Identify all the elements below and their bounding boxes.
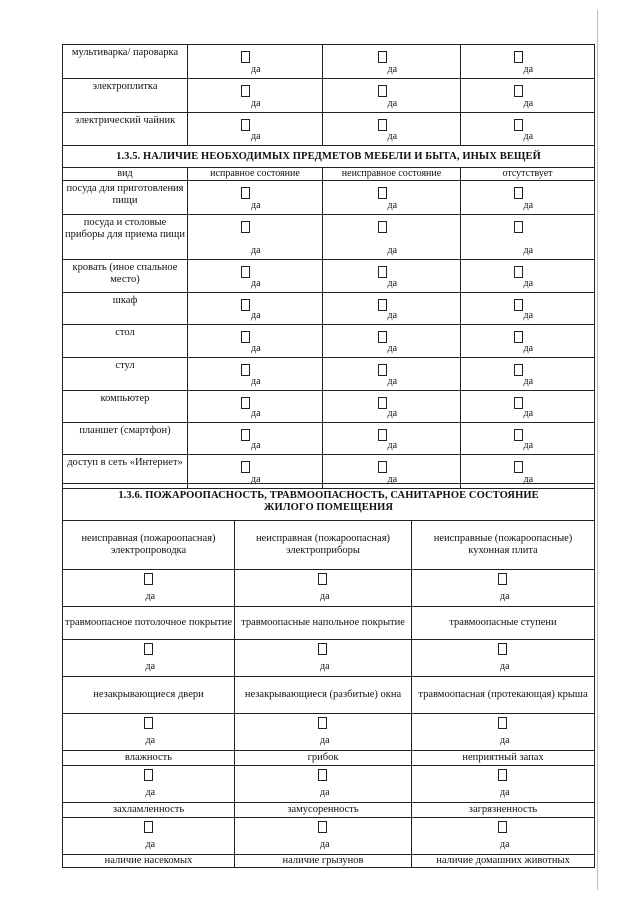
- checkbox[interactable]: [378, 429, 387, 441]
- yes-label: да: [320, 591, 330, 602]
- table-row: [63, 45, 595, 79]
- hazard-label: неисправная (пожароопасная) электроприборы: [235, 521, 412, 570]
- checkbox[interactable]: [378, 397, 387, 409]
- checkbox[interactable]: [514, 266, 523, 278]
- checkbox[interactable]: [514, 187, 523, 199]
- checkbox-cell: [412, 640, 595, 677]
- hazard-label: влажность: [63, 751, 235, 766]
- checkbox-cell: [323, 358, 461, 391]
- table-row: [63, 79, 595, 113]
- checkbox[interactable]: [514, 119, 523, 131]
- yes-label: да: [523, 310, 534, 321]
- item-label: шкаф: [63, 293, 188, 325]
- checkbox-cell: [235, 640, 412, 677]
- item-label: мультиварка/ пароварка: [63, 45, 188, 79]
- checkbox-cell: [63, 714, 235, 751]
- yes-label: да: [387, 245, 398, 256]
- checkbox-cell: [188, 79, 323, 113]
- yes-label: да: [500, 787, 510, 798]
- checkbox[interactable]: [498, 573, 507, 585]
- yes-label: да: [251, 245, 261, 256]
- checkbox[interactable]: [378, 85, 387, 97]
- checkbox-cell: [235, 818, 412, 855]
- yes-label: да: [387, 440, 398, 451]
- hazard-label: наличие грызунов: [235, 855, 412, 868]
- checkbox-cell: [412, 818, 595, 855]
- item-label: посуда для приготовления пищи: [63, 181, 188, 215]
- yes-label: да: [251, 98, 261, 109]
- checkbox[interactable]: [144, 717, 153, 729]
- checkbox[interactable]: [378, 331, 387, 343]
- checkbox[interactable]: [144, 769, 153, 781]
- checkbox-cell: [235, 570, 412, 607]
- hazard-label: неисправная (пожароопасная) электропроводка: [63, 521, 235, 570]
- yes-label: да: [387, 376, 398, 387]
- table-row: [63, 423, 595, 455]
- table-row: [63, 260, 595, 293]
- yes-label: да: [523, 245, 534, 256]
- checkbox-cell: [323, 260, 461, 293]
- checkbox[interactable]: [378, 119, 387, 131]
- checkbox[interactable]: [378, 51, 387, 63]
- checkbox-cell: [188, 391, 323, 423]
- hazard-label: наличие насекомых: [63, 855, 235, 868]
- checkbox-cell: [188, 113, 323, 146]
- checkbox-cell: [188, 423, 323, 455]
- yes-label: да: [387, 343, 398, 354]
- item-label: доступ в сеть «Интернет»: [63, 455, 188, 489]
- item-label: электрический чайник: [63, 113, 188, 146]
- section-135-title: 1.3.5. НАЛИЧИЕ НЕОБХОДИМЫХ ПРЕДМЕТОВ МЕБЕЛИ И БЫТА, ИНЫХ ВЕЩЕЙ: [63, 146, 595, 168]
- checkbox[interactable]: [241, 266, 250, 278]
- yes-label: да: [387, 200, 398, 211]
- yes-label: да: [145, 839, 156, 850]
- item-label: планшет (смартфон): [63, 423, 188, 455]
- checkbox-cell: [188, 181, 323, 215]
- checkbox-cell: [461, 391, 595, 423]
- hazard-label: загрязненность: [412, 803, 595, 818]
- yes-label: да: [387, 64, 398, 75]
- yes-label: да: [251, 440, 261, 451]
- hazard-label-row: [63, 677, 595, 714]
- yes-label: да: [145, 735, 156, 746]
- table-row: [63, 181, 595, 215]
- checkbox[interactable]: [241, 397, 250, 409]
- checkbox-cell: [412, 714, 595, 751]
- checkbox-cell: [323, 391, 461, 423]
- checkbox-cell: [461, 260, 595, 293]
- item-label: компьютер: [63, 391, 188, 423]
- hazard-label: замусоренность: [235, 803, 412, 818]
- yes-label: да: [251, 131, 261, 142]
- table-row: [63, 325, 595, 358]
- checkbox-cell: [323, 293, 461, 325]
- hazard-label: травмоопасное потолочное покрытие: [63, 607, 235, 640]
- hazard-label: незакрывающиеся двери: [63, 677, 235, 714]
- hazard-label: захламленность: [63, 803, 235, 818]
- checkbox-cell: [63, 818, 235, 855]
- hazard-table: [62, 483, 595, 868]
- checkbox-cell: [461, 79, 595, 113]
- yes-label: да: [523, 200, 534, 211]
- checkbox[interactable]: [241, 331, 250, 343]
- checkbox-cell: [323, 423, 461, 455]
- hazard-label: наличие домашних животных: [412, 855, 595, 868]
- checkbox-cell: [461, 45, 595, 79]
- checkbox[interactable]: [241, 119, 250, 131]
- checkbox-cell: [461, 215, 595, 260]
- checkbox-cell: [323, 113, 461, 146]
- checkbox[interactable]: [498, 769, 507, 781]
- hazard-label-row: [63, 855, 595, 868]
- item-label: кровать (иное спальное место): [63, 260, 188, 293]
- item-label: стул: [63, 358, 188, 391]
- checkbox[interactable]: [144, 643, 153, 655]
- checkbox-cell: [188, 358, 323, 391]
- yes-label: да: [387, 474, 398, 485]
- yes-label: да: [500, 661, 510, 672]
- table-row: [63, 113, 595, 146]
- yes-label: да: [523, 376, 534, 387]
- column-header: отсутствует: [461, 168, 595, 181]
- hazard-label-row: [63, 751, 595, 766]
- checkbox[interactable]: [241, 461, 250, 473]
- checkbox[interactable]: [241, 364, 250, 376]
- hazard-checkbox-row: [63, 818, 595, 855]
- hazard-label-row: [63, 607, 595, 640]
- yes-label: да: [145, 661, 156, 672]
- yes-label: да: [387, 310, 398, 321]
- checkbox-cell: [323, 45, 461, 79]
- hazard-label: травмоопасные ступени: [412, 607, 595, 640]
- checkbox-cell: [412, 570, 595, 607]
- checkbox[interactable]: [514, 221, 523, 233]
- checkbox[interactable]: [514, 429, 523, 441]
- checkbox[interactable]: [241, 51, 250, 63]
- yes-label: да: [251, 343, 261, 354]
- hazard-label: незакрывающиеся (разбитые) окна: [235, 677, 412, 714]
- checkbox[interactable]: [241, 85, 250, 97]
- checkbox[interactable]: [378, 187, 387, 199]
- table-row: [63, 391, 595, 423]
- checkbox-cell: [188, 260, 323, 293]
- checkbox-cell: [461, 423, 595, 455]
- checkbox[interactable]: [514, 299, 523, 311]
- hazard-label-row: [63, 521, 595, 570]
- checkbox[interactable]: [144, 821, 153, 833]
- item-label: стол: [63, 325, 188, 358]
- column-header: неисправное состояние: [323, 168, 461, 181]
- item-label: электроплитка: [63, 79, 188, 113]
- yes-label: да: [251, 278, 261, 289]
- checkbox-cell: [323, 79, 461, 113]
- checkbox[interactable]: [378, 299, 387, 311]
- checkbox[interactable]: [498, 821, 507, 833]
- checkbox-cell: [188, 325, 323, 358]
- yes-label: да: [523, 64, 534, 75]
- checkbox[interactable]: [514, 51, 523, 63]
- yes-label: да: [145, 787, 156, 798]
- hazard-label: травмоопасная (протекающая) крыша: [412, 677, 595, 714]
- checkbox-cell: [235, 766, 412, 803]
- hazard-checkbox-row: [63, 640, 595, 677]
- yes-label: да: [251, 474, 261, 485]
- yes-label: да: [145, 591, 156, 602]
- checkbox-cell: [63, 766, 235, 803]
- yes-label: да: [387, 408, 398, 419]
- table-row: [63, 293, 595, 325]
- checkbox-cell: [235, 714, 412, 751]
- checkbox[interactable]: [318, 769, 327, 781]
- checkbox[interactable]: [378, 266, 387, 278]
- checkbox-cell: [188, 215, 323, 260]
- checkbox-cell: [188, 45, 323, 79]
- checkbox[interactable]: [378, 364, 387, 376]
- hazard-label: неприятный запах: [412, 751, 595, 766]
- yes-label: да: [387, 131, 398, 142]
- hazard-checkbox-row: [63, 766, 595, 803]
- checkbox[interactable]: [514, 364, 523, 376]
- yes-label: да: [523, 440, 534, 451]
- checkbox-cell: [412, 766, 595, 803]
- column-header: вид: [63, 168, 188, 181]
- yes-label: да: [500, 591, 510, 602]
- hazard-checkbox-row: [63, 570, 595, 607]
- items-table: [62, 44, 595, 489]
- yes-label: да: [500, 839, 510, 850]
- checkbox[interactable]: [241, 429, 250, 441]
- checkbox[interactable]: [378, 461, 387, 473]
- checkbox[interactable]: [241, 187, 250, 199]
- checkbox[interactable]: [318, 643, 327, 655]
- checkbox-cell: [461, 113, 595, 146]
- checkbox-cell: [323, 325, 461, 358]
- yes-label: да: [320, 661, 330, 672]
- hazard-label: неисправные (пожароопасные) кухонная плита: [412, 521, 595, 570]
- yes-label: да: [251, 408, 261, 419]
- checkbox[interactable]: [144, 573, 153, 585]
- scan-edge-line: [597, 10, 598, 890]
- yes-label: да: [251, 310, 261, 321]
- checkbox[interactable]: [318, 821, 327, 833]
- checkbox[interactable]: [318, 717, 327, 729]
- hazard-label: травмоопасные напольное покрытие: [235, 607, 412, 640]
- hazard-label: грибок: [235, 751, 412, 766]
- yes-label: да: [523, 98, 534, 109]
- yes-label: да: [500, 735, 510, 746]
- checkbox-cell: [461, 358, 595, 391]
- checkbox[interactable]: [378, 221, 387, 233]
- yes-label: да: [251, 200, 261, 211]
- table-row: [63, 215, 595, 260]
- checkbox-cell: [461, 181, 595, 215]
- hazard-label-row: [63, 803, 595, 818]
- yes-label: да: [320, 787, 330, 798]
- checkbox[interactable]: [318, 573, 327, 585]
- checkbox-cell: [461, 293, 595, 325]
- hazard-checkbox-row: [63, 714, 595, 751]
- column-header: исправное состояние: [188, 168, 323, 181]
- checkbox[interactable]: [241, 299, 250, 311]
- yes-label: да: [523, 131, 534, 142]
- checkbox[interactable]: [514, 397, 523, 409]
- section-136-title: 1.3.6. ПОЖАРООПАСНОСТЬ, ТРАВМООПАСНОСТЬ, САНИТАРНОЕ СОСТОЯНИЕ ЖИЛОГО ПОМЕЩЕНИЯ: [63, 484, 595, 521]
- yes-label: да: [320, 735, 330, 746]
- yes-label: да: [320, 839, 330, 850]
- checkbox-cell: [461, 325, 595, 358]
- table-row: [63, 358, 595, 391]
- checkbox[interactable]: [514, 331, 523, 343]
- checkbox-cell: [63, 640, 235, 677]
- yes-label: да: [523, 278, 534, 289]
- checkbox-cell: [188, 293, 323, 325]
- item-label: посуда и столовые приборы для приема пищи: [63, 215, 188, 260]
- checkbox-cell: [323, 181, 461, 215]
- yes-label: да: [523, 474, 534, 485]
- yes-label: да: [387, 278, 398, 289]
- yes-label: да: [523, 408, 534, 419]
- yes-label: да: [387, 98, 398, 109]
- yes-label: да: [251, 64, 261, 75]
- checkbox[interactable]: [241, 221, 250, 233]
- checkbox[interactable]: [498, 717, 507, 729]
- checkbox-cell: [63, 570, 235, 607]
- section-title-row: [63, 146, 595, 168]
- section-title-row: [63, 484, 595, 521]
- checkbox[interactable]: [498, 643, 507, 655]
- table-header-row: [63, 168, 595, 181]
- yes-label: да: [251, 376, 261, 387]
- yes-label: да: [523, 343, 534, 354]
- checkbox[interactable]: [514, 461, 523, 473]
- checkbox-cell: [323, 215, 461, 260]
- checkbox[interactable]: [514, 85, 523, 97]
